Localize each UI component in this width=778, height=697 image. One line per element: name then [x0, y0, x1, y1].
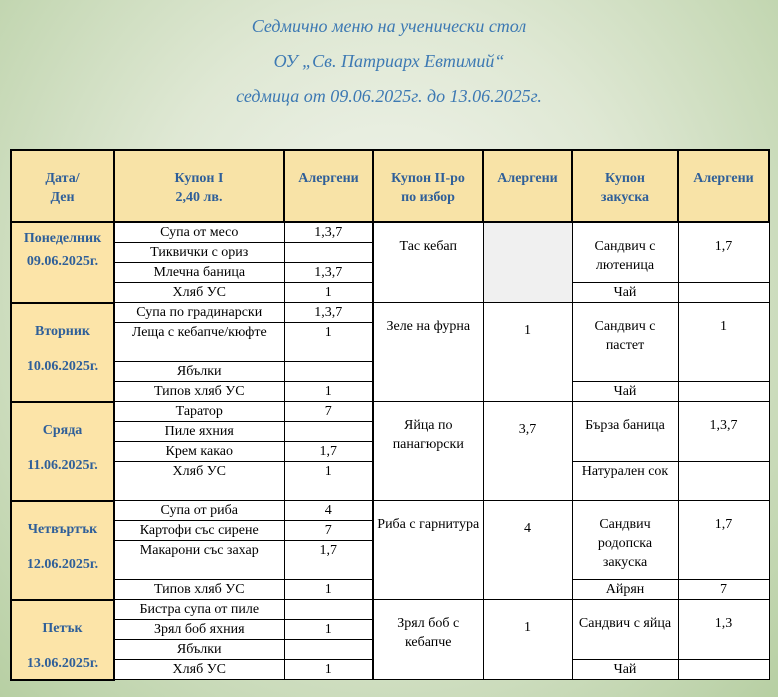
day-cell: [11, 222, 114, 303]
dish-cell: Млечна баница: [114, 263, 284, 283]
dish-cell: Макарони със захар: [114, 541, 284, 580]
option2-cell: Зеле на фурна: [373, 303, 483, 402]
dish-allergens: 1,3,7: [284, 303, 373, 323]
dish-cell: Пиле яхния: [114, 422, 284, 442]
option2-allergens: 1: [483, 600, 572, 680]
col-date: Дата/ Ден: [11, 150, 114, 222]
dish-cell: Типов хляб УС: [114, 382, 284, 402]
dish-cell: Хляб УС: [114, 660, 284, 680]
drink-allergens: [678, 462, 769, 501]
col-allergens3: Алергени: [678, 150, 769, 222]
dish-allergens: 1: [284, 660, 373, 680]
drink-allergens: 7: [678, 580, 769, 600]
drink-allergens: [678, 283, 769, 303]
dish-allergens: 4: [284, 501, 373, 521]
dish-cell: Картофи със сирене: [114, 521, 284, 541]
drink-cell: Натурален сок: [572, 462, 678, 501]
snack-allergens: 1,3,7: [678, 402, 769, 462]
dish-allergens: 1: [284, 323, 373, 362]
dish-cell: Супа от риба: [114, 501, 284, 521]
dish-allergens: 7: [284, 521, 373, 541]
dish-allergens: [284, 640, 373, 660]
dish-allergens: 1: [284, 382, 373, 402]
dish-allergens: 1,3,7: [284, 263, 373, 283]
col-kupon1: Купон I 2,40 лв.: [114, 150, 284, 222]
school-name: ОУ „Св. Патриарх Евтимий“: [273, 51, 505, 71]
dish-allergens: 1,7: [284, 541, 373, 580]
dish-cell: Хляб УС: [114, 283, 284, 303]
drink-cell: Айрян: [572, 580, 678, 600]
col-allergens1: Алергени: [284, 150, 373, 222]
day-cell: [11, 303, 114, 402]
dish-cell: Крем какао: [114, 442, 284, 462]
snack-cell: Сандвич с пастет: [572, 303, 678, 382]
option2-allergens: 1: [483, 303, 572, 402]
drink-allergens: [678, 382, 769, 402]
table-row: [11, 303, 769, 323]
drink-allergens: [678, 660, 769, 680]
drink-cell: Чай: [572, 660, 678, 680]
day-date: 13.06.2025г.: [26, 655, 99, 671]
option2-cell: Тас кебап: [373, 222, 483, 303]
col-snack: Купон закуска: [572, 150, 678, 222]
day-date: 12.06.2025г.: [26, 556, 99, 572]
snack-cell: Бърза баница: [572, 402, 678, 462]
dish-cell: Тиквички с ориз: [114, 243, 284, 263]
dish-cell: Леща с кебапче/кюфте: [114, 323, 284, 362]
dish-allergens: 1,3,7: [284, 222, 373, 243]
dish-cell: Ябълки: [114, 640, 284, 660]
dish-allergens: [284, 243, 373, 263]
option2-allergens: 3,7: [483, 402, 572, 501]
day-name: Сряда: [42, 422, 83, 438]
dish-allergens: 1: [284, 283, 373, 303]
option2-allergens: 4: [483, 501, 572, 600]
day-name: Вторник: [34, 323, 90, 339]
drink-cell: Чай: [572, 283, 678, 303]
table-row: [11, 600, 769, 620]
day-name: Петък: [42, 620, 83, 636]
dish-allergens: [284, 422, 373, 442]
menu-title: Седмично меню на ученически стол: [251, 16, 527, 36]
dish-allergens: 1: [284, 580, 373, 600]
dish-allergens: 1: [284, 462, 373, 501]
snack-allergens: 1,3: [678, 600, 769, 660]
header-row: [11, 150, 769, 222]
option2-cell: Риба с гарнитура: [373, 501, 483, 600]
dish-cell: Ябълки: [114, 362, 284, 382]
snack-cell: Сандвич с яйца: [572, 600, 678, 660]
day-name: Четвъртък: [27, 521, 98, 537]
dish-allergens: 7: [284, 402, 373, 422]
day-cell: [11, 600, 114, 680]
snack-cell: Сандвич с лютеница: [572, 222, 678, 283]
dish-cell: Зрял боб яхния: [114, 620, 284, 640]
dish-allergens: [284, 362, 373, 382]
weekly-menu-table: [10, 149, 770, 681]
dish-cell: Хляб УС: [114, 462, 284, 501]
dish-cell: Таратор: [114, 402, 284, 422]
option2-cell: Яйца по панагюрски: [373, 402, 483, 501]
week-range: седмица от 09.06.2025г. до 13.06.2025г.: [236, 86, 542, 106]
dish-allergens: 1,7: [284, 442, 373, 462]
dish-allergens: 1: [284, 620, 373, 640]
day-name: Понеделник: [23, 231, 102, 246]
snack-cell: Сандвич родопска закуска: [572, 501, 678, 580]
dish-cell: Супа от месо: [114, 222, 284, 243]
table-row: [11, 501, 769, 521]
snack-allergens: 1,7: [678, 222, 769, 283]
col-kupon2: Купон II-ро по избор: [373, 150, 483, 222]
option2-allergens: [483, 222, 572, 303]
day-cell: [11, 501, 114, 600]
dish-cell: Бистра супа от пиле: [114, 600, 284, 620]
day-date: 10.06.2025г.: [26, 358, 99, 374]
dish-cell: Типов хляб УС: [114, 580, 284, 600]
day-date: 09.06.2025г.: [26, 254, 99, 269]
dish-cell: Супа по градинарски: [114, 303, 284, 323]
table-row: [11, 402, 769, 422]
snack-allergens: 1,7: [678, 501, 769, 580]
col-allergens2: Алергени: [483, 150, 572, 222]
snack-allergens: 1: [678, 303, 769, 382]
table-row: [11, 222, 769, 243]
option2-cell: Зрял боб с кебапче: [373, 600, 483, 680]
day-cell: [11, 402, 114, 501]
dish-allergens: [284, 600, 373, 620]
day-date: 11.06.2025г.: [27, 457, 98, 473]
drink-cell: Чай: [572, 382, 678, 402]
